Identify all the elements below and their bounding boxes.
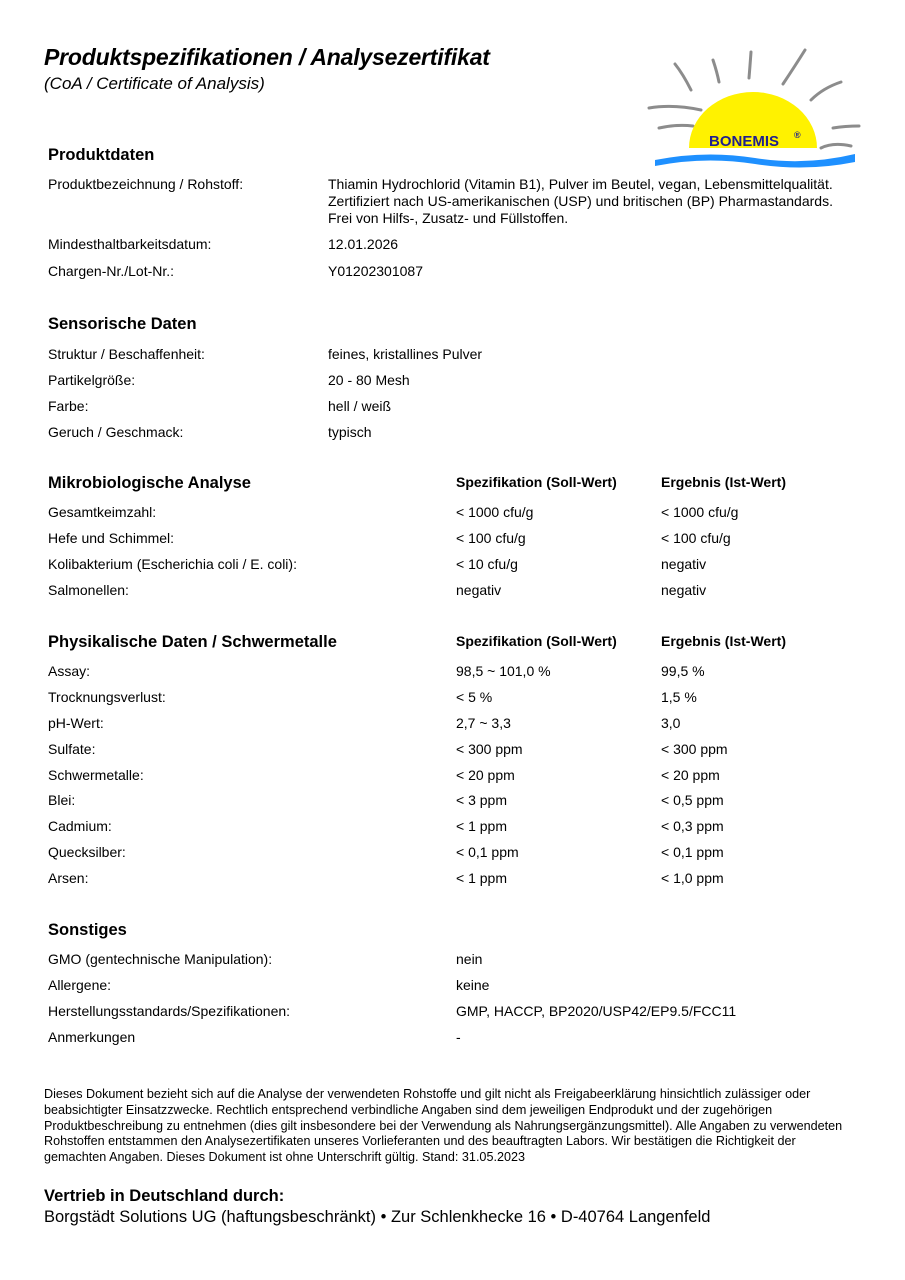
row-spec: < 1 ppm: [456, 870, 507, 886]
section-title: Produktdaten: [48, 146, 155, 164]
row-label: Blei:: [48, 792, 76, 808]
row-label: Arsen:: [48, 870, 89, 886]
row-value: 12.01.2026: [328, 236, 399, 252]
result-column-header: Ergebnis (Ist-Wert): [661, 474, 786, 490]
row-label: Quecksilber:: [48, 844, 126, 860]
row-result: < 20 ppm: [661, 767, 720, 783]
row-value: 20 - 80 Mesh: [328, 372, 410, 388]
row-spec: < 5 %: [456, 689, 493, 705]
row-label: Farbe:: [48, 398, 89, 414]
row-label: Anmerkungen: [48, 1029, 136, 1045]
row-result: < 1,0 ppm: [661, 870, 724, 886]
row-label: Produktbezeichnung / Rohstoff:: [48, 176, 244, 192]
row-label: Gesamtkeimzahl:: [48, 504, 157, 520]
row-result: < 100 cfu/g: [661, 530, 731, 546]
row-value: -: [456, 1029, 461, 1045]
row-spec: 2,7 ~ 3,3: [456, 715, 511, 731]
row-label: Assay:: [48, 663, 91, 679]
row-label: Partikelgröße:: [48, 372, 136, 388]
section-sonstiges: [48, 919, 868, 1045]
spec-column-header: Spezifikation (Soll-Wert): [456, 633, 617, 649]
row-value: typisch: [328, 424, 372, 440]
row-spec: < 3 ppm: [456, 792, 507, 808]
row-spec: negativ: [456, 582, 502, 598]
section-title: Sensorische Daten: [48, 315, 197, 333]
row-label: Kolibakterium (Escherichia coli / E. coli):: [48, 556, 297, 572]
row-label: Schwermetalle:: [48, 767, 144, 783]
row-spec: < 20 ppm: [456, 767, 515, 783]
row-result: 1,5 %: [661, 689, 697, 705]
row-result: < 0,1 ppm: [661, 844, 724, 860]
row-label: Herstellungsstandards/Spezifikationen:: [48, 1003, 291, 1019]
row-spec: < 1000 cfu/g: [456, 504, 534, 520]
row-spec: < 100 cfu/g: [456, 530, 526, 546]
row-result: 3,0: [661, 715, 681, 731]
row-label: Chargen-Nr./Lot-Nr.:: [48, 263, 175, 279]
row-spec: < 300 ppm: [456, 741, 523, 757]
document-title: Produktspezifikationen / Analysezertifikat: [44, 44, 490, 70]
row-label: Geruch / Geschmack:: [48, 424, 184, 440]
row-label: Mindesthaltbarkeitsdatum:: [48, 236, 212, 252]
section-physik: [48, 631, 868, 886]
row-spec: < 10 cfu/g: [456, 556, 518, 572]
section-title: Physikalische Daten / Schwermetalle: [48, 633, 337, 651]
row-spec: < 1 ppm: [456, 818, 507, 834]
row-value: feines, kristallines Pulver: [328, 346, 483, 362]
row-result: negativ: [661, 556, 707, 572]
row-label: Allergene:: [48, 977, 112, 993]
row-label: Hefe und Schimmel:: [48, 530, 175, 546]
section-mikrobiologie: [48, 472, 868, 598]
distributor-heading: Vertrieb in Deutschland durch:: [44, 1187, 285, 1205]
row-result: 99,5 %: [661, 663, 705, 679]
row-label: Cadmium:: [48, 818, 112, 834]
row-value: nein: [456, 951, 483, 967]
table-row: [48, 176, 868, 228]
row-result: < 1000 cfu/g: [661, 504, 739, 520]
row-label: GMO (gentechnische Manipulation):: [48, 951, 273, 967]
logo-text: BONEMIS: [709, 133, 780, 150]
row-spec: < 0,1 ppm: [456, 844, 519, 860]
row-result: < 300 ppm: [661, 741, 728, 757]
row-result: negativ: [661, 582, 707, 598]
section-title: Sonstiges: [48, 921, 127, 939]
logo-registered-mark: ®: [794, 130, 801, 140]
row-value: Thiamin Hydrochlorid (Vitamin B1), Pulver im Beutel, vegan, Lebensmittelqualität. Zertifiziert nach US-amerikanischen (USP) und britischen (BP) Pharmastandards. Frei von Hilfs-, Zusatz- und Füllstoffen.: [328, 176, 833, 226]
row-result: < 0,5 ppm: [661, 792, 724, 808]
row-spec: 98,5 ~ 101,0 %: [456, 663, 551, 679]
result-column-header: Ergebnis (Ist-Wert): [661, 633, 786, 649]
distributor-address: Borgstädt Solutions UG (haftungsbeschränkt) • Zur Schlenkhecke 16 • D-40764 Langenfeld: [44, 1208, 711, 1226]
row-value: keine: [456, 977, 490, 993]
row-result: < 0,3 ppm: [661, 818, 724, 834]
section-sensorisch: [48, 313, 868, 440]
row-label: Salmonellen:: [48, 582, 129, 598]
disclaimer-text: Dieses Dokument bezieht sich auf die Analyse der verwendeten Rohstoffe und gilt nicht als Freigabeerklärung hinsichtlich zulässiger oder beabsichtigter Einsatzzwecke. Rechtlich entsprechend verbindliche Angaben sind dem jeweiligen Endprodukt und der zugehörigen Produktbeschreibung zu entnehmen (dies gilt insbesondere bei der Verwendung als Nahrungsergänzungsmittel). Alle Angaben zu verwendeten Rohstoffen entstammen den Analysezertifikaten unseres Vorlieferanten und des beauftragten Labors. Wir bestätigen die Richtigkeit der gemachten Angaben. Dieses Dokument ist ohne Unterschrift gültig. Stand: 31.05.2023: [44, 1087, 843, 1165]
spec-column-header: Spezifikation (Soll-Wert): [456, 474, 617, 490]
row-label: Struktur / Beschaffenheit:: [48, 346, 205, 362]
row-value: hell / weiß: [328, 398, 392, 414]
row-value: Y01202301087: [328, 263, 423, 279]
row-label: Trocknungsverlust:: [48, 689, 166, 705]
section-title: Mikrobiologische Analyse: [48, 474, 251, 492]
row-value: GMP, HACCP, BP2020/USP42/EP9.5/FCC11: [456, 1003, 737, 1019]
row-label: Sulfate:: [48, 741, 96, 757]
row-label: pH-Wert:: [48, 715, 104, 731]
document-subtitle: (CoA / Certificate of Analysis): [44, 74, 265, 93]
section-produktdaten: [48, 144, 868, 279]
